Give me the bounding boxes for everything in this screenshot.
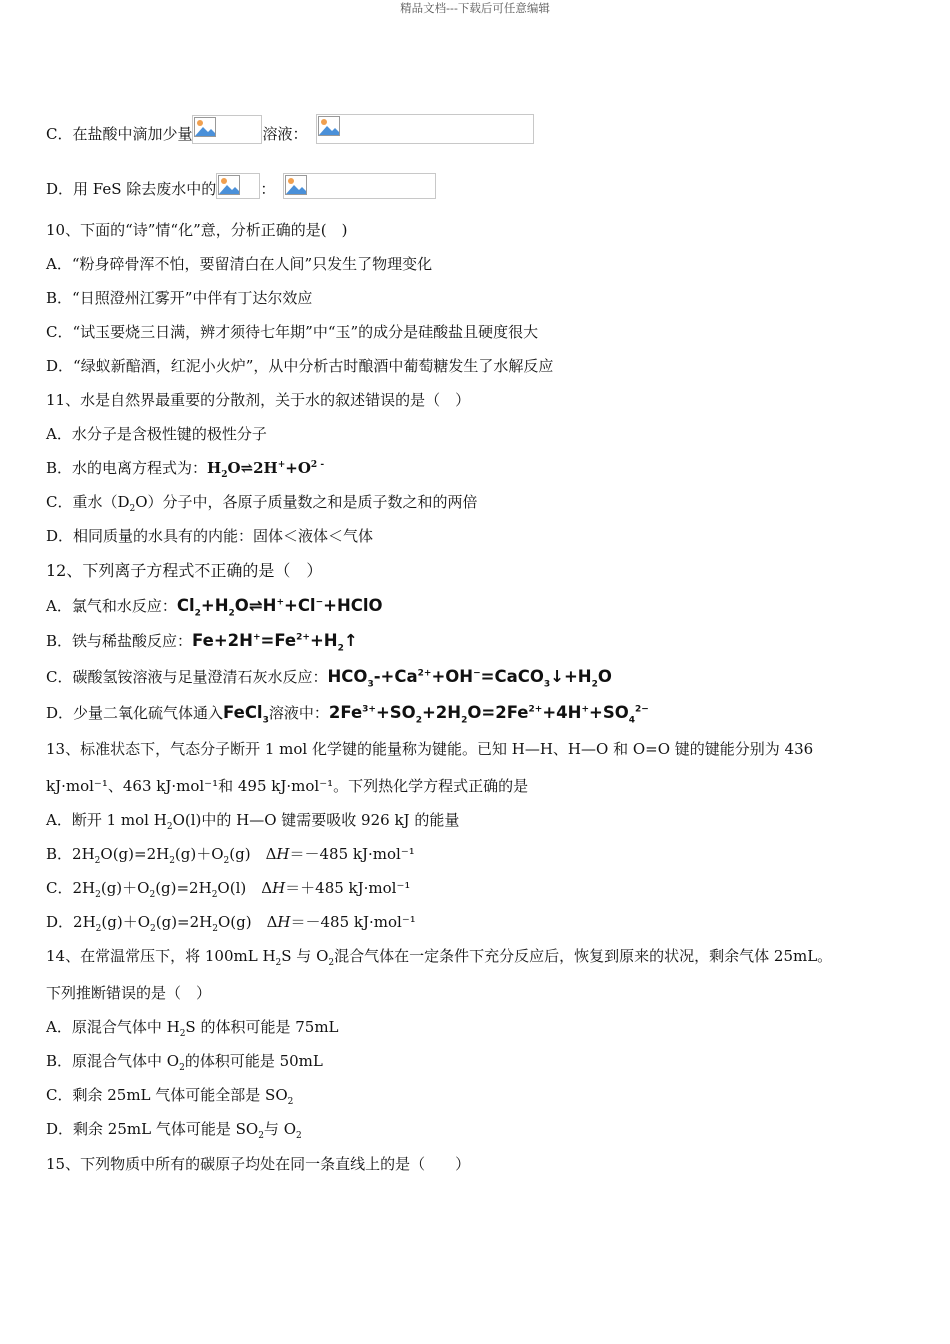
- question-11: 11、水是自然界最重要的分散剂，关于水的叙述错误的是（ ）: [46, 391, 471, 409]
- question-10: 10、下面的“诗”情“化”意，分析正确的是( ): [46, 221, 348, 239]
- question-13-cont: kJ·mol⁻¹、463 kJ·mol⁻¹和 495 kJ·mol⁻¹。下列热化学方程式正确的是: [46, 777, 529, 795]
- q11-option-d: D．相同质量的水具有的内能：固体＜液体＜气体: [46, 527, 374, 545]
- q13-option-c: C．$2H_2(g)+O_2(g)=2H_2O(l)$ ΔH＝＋485 kJ·mol⁻¹: [46, 879, 411, 900]
- q12-option-c: C．碳酸氢铵溶液与足量澄清石灰水反应：$HCO_3-+Ca^{2+}+OH^-=CaCO_3↓+H_2O$: [46, 667, 612, 690]
- q10-option-d: D．“绿蚁新醅酒，红泥小火炉”，从中分析古时酿酒中葡萄糖发生了水解反应: [46, 357, 554, 375]
- question-15: 15、下列物质中所有的碳原子均处在同一条直线上的是（ ）: [46, 1155, 471, 1173]
- broken-image-icon: [283, 173, 436, 199]
- q11-option-a: A．水分子是含极性键的极性分子: [46, 425, 267, 443]
- q13-option-b: B．$2H_2O(g)=2H_2(g)+O_2(g)$ ΔH＝－485 kJ·mol⁻¹: [46, 845, 415, 866]
- question-12: 12、下列离子方程式不正确的是（ ）: [46, 561, 323, 580]
- q10-option-a: A．“粉身碎骨浑不怕，要留清白在人间”只发生了物理变化: [46, 255, 433, 273]
- question-13: 13、标准状态下，气态分子断开 1 mol 化学键的能量称为键能。已知 H—H、H—O 和 O=O 键的键能分别为 436: [46, 740, 814, 758]
- q9-option-d: D．用 FeS 除去废水中的 ：: [46, 173, 436, 199]
- q11-option-b: B．水的电离方程式为：$H_2O\rightleftharpoons 2H^++O^{2 -}$: [46, 459, 325, 480]
- q14-option-a: A．原混合气体中 $H_2S$ 的体积可能是 75mL: [46, 1018, 339, 1039]
- q14-option-d: D．剩余 25mL 气体可能是 $SO_2$与 $O_2$: [46, 1120, 302, 1141]
- question-14-cont: 下列推断错误的是（ ）: [46, 984, 212, 1002]
- q14-option-c: C．剩余 25mL 气体可能全部是 $SO_2$: [46, 1086, 294, 1107]
- page-header: 精品文档---下载后可任意编辑: [400, 1, 550, 15]
- q12-option-d: D．少量二氧化硫气体通入FeCl$_3$溶液中：$2Fe^{3+}+SO_2+2H_2O=2Fe^{2+}+4H^++SO_4^{2-}$: [46, 703, 649, 726]
- q12-option-b: B．铁与稀盐酸反应：$Fe+2H^+=Fe^{2+}+H_2↑$: [46, 631, 358, 654]
- q13-option-a: A．断开 1 mol $H_2O(l)$中的 H—O 键需要吸收 926 kJ 的能量: [46, 811, 460, 832]
- q10-option-c: C．“试玉要烧三日满，辨才须待七年期”中“玉”的成分是硅酸盐且硬度很大: [46, 323, 539, 341]
- q12-option-a: A．氯气和水反应：$Cl_2+H_2O\rightleftharpoons H^++Cl^-+HClO$: [46, 596, 383, 619]
- broken-image-icon: [192, 115, 262, 144]
- broken-image-icon: [216, 173, 260, 199]
- q14-option-b: B．原混合气体中 $O_2$的体积可能是 50mL: [46, 1052, 323, 1073]
- q11-option-c: C．重水$(D_2O)$分子中，各原子质量数之和是质子数之和的两倍: [46, 493, 478, 514]
- broken-image-icon: [316, 114, 534, 144]
- q10-option-b: B．“日照澄州江雾开”中伴有丁达尔效应: [46, 289, 313, 307]
- question-14: 14、在常温常压下，将 100mL $H_2S$ 与 $O_2$混合气体在一定条件下充分反应后，恢复到原来的状况，剩余气体 25mL。: [46, 947, 833, 968]
- q13-option-d: D．$2H_2(g)+O_2(g)=2H_2O(g)$ ΔH＝－485 kJ·mol⁻¹: [46, 913, 416, 934]
- q9-option-c: C．在盐酸中滴加少量 溶液：: [46, 114, 534, 144]
